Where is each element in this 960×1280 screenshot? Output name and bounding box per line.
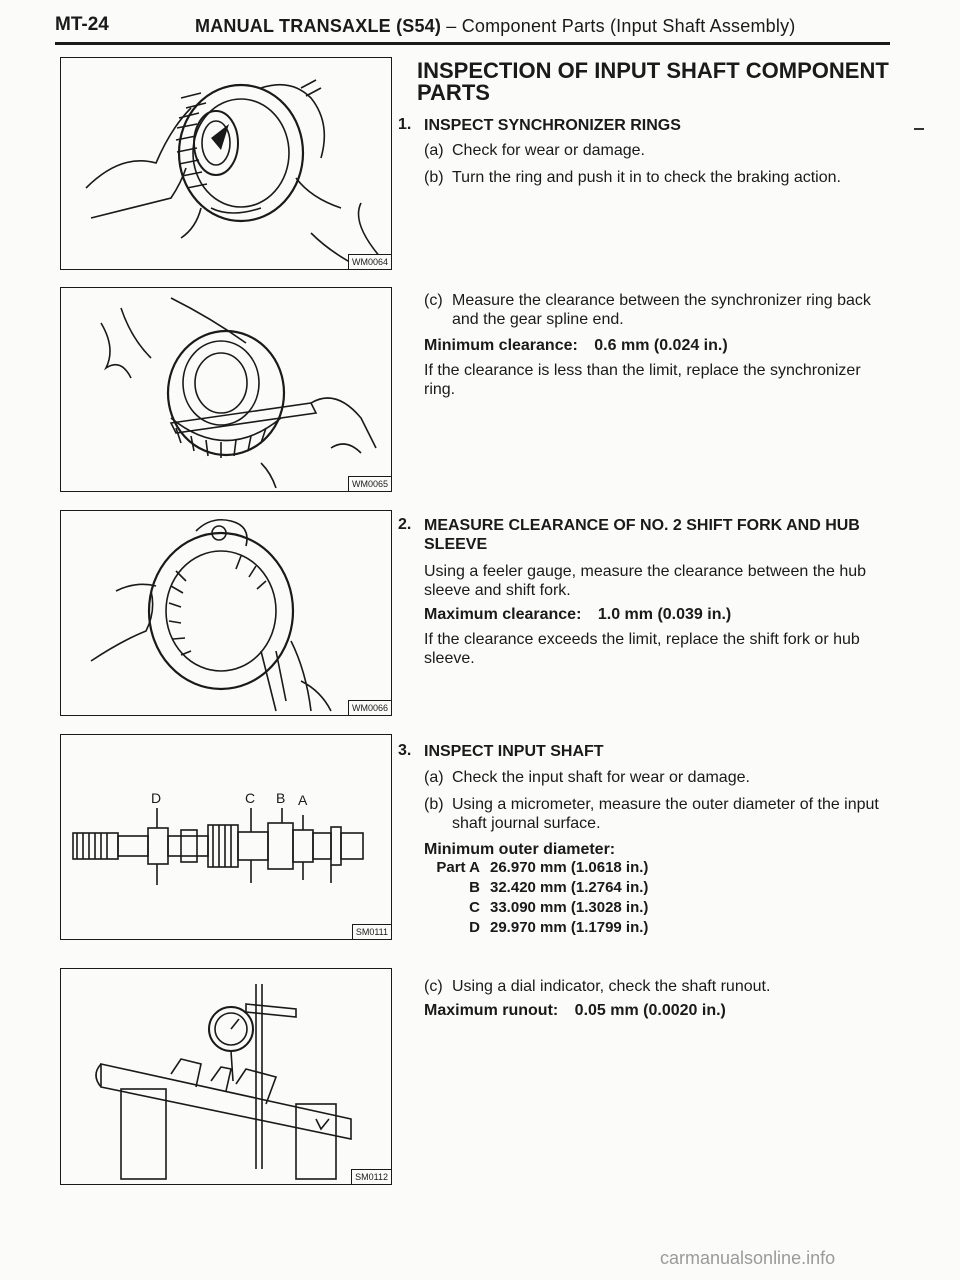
input-shaft-illustration	[61, 735, 391, 939]
spec-value: 0.6 mm (0.024 in.)	[594, 337, 728, 354]
figure-shaft-runout	[60, 968, 392, 1185]
step-note: If the clearance exceeds the limit, replace the shift fork or hub sleeve.	[424, 631, 860, 667]
step-body: Using a feeler gauge, measure the clearance between the hub sleeve and shift fork.	[424, 563, 867, 599]
step-title: INSPECT SYNCHRONIZER RINGS	[424, 117, 681, 134]
diameter-value: 29.970 mm (1.1799 in.)	[490, 919, 649, 936]
header-title-bold: MANUAL TRANSAXLE (S54)	[195, 16, 442, 36]
figure-synchronizer-clearance	[60, 287, 392, 492]
diameter-table	[424, 858, 648, 938]
section-heading: INSPECTION OF INPUT SHAFT COMPONENT PARTS	[417, 58, 889, 105]
item-label: (b)	[424, 796, 444, 813]
page-number: MT-24	[55, 14, 109, 35]
spec-label: Minimum outer diameter:	[424, 841, 616, 858]
spec-label: Minimum clearance:	[424, 337, 578, 354]
spec-label: Maximum clearance:	[424, 606, 582, 623]
header-rule	[55, 42, 890, 45]
header-title-rest: – Component Parts (Input Shaft Assembly)	[441, 16, 796, 36]
step-title: INSPECT INPUT SHAFT	[424, 743, 604, 760]
shift-fork-hub-illustration	[61, 511, 391, 715]
item-text: Measure the clearance between the synchronizer ring back and the gear spline end.	[452, 292, 871, 328]
diameter-part: D	[469, 919, 480, 936]
figure-input-shaft-journals	[60, 734, 392, 940]
step-number: 1.	[398, 116, 412, 133]
margin-mark	[914, 128, 924, 130]
runout-label: Maximum runout:	[424, 1002, 559, 1019]
feeler-gauge-gear-illustration	[61, 288, 391, 491]
figure-code: WM0066	[348, 700, 391, 715]
step-note: If the clearance is less than the limit, replace the synchronizer ring.	[424, 362, 861, 398]
figure-synchronizer-ring-braking	[60, 57, 392, 270]
journal-label-d: D	[151, 790, 162, 806]
diameter-row	[424, 878, 648, 898]
watermark: carmanualsonline.info	[660, 1248, 836, 1268]
figure-code: SM0112	[351, 1169, 391, 1184]
diameter-part: Part A	[436, 859, 480, 876]
dial-indicator-illustration	[61, 969, 391, 1184]
journal-label-c: C	[245, 790, 256, 806]
runout-spec-line	[424, 1001, 894, 1020]
diameter-value: 33.090 mm (1.3028 in.)	[490, 899, 649, 916]
diameter-row	[424, 898, 648, 918]
item-text: Check for wear or damage.	[452, 142, 645, 159]
header-title	[195, 16, 795, 37]
item-label: (b)	[424, 169, 444, 186]
figure-shift-fork-clearance	[60, 510, 392, 716]
spec-line	[424, 605, 894, 624]
journal-label-a: A	[298, 792, 308, 808]
step-number: 2.	[398, 516, 412, 533]
synchronizer-hands-illustration	[61, 58, 391, 269]
figure-code: WM0064	[348, 254, 391, 269]
runout-value: 0.05 mm (0.0020 in.)	[574, 1002, 726, 1019]
item-text: Using a micrometer, measure the outer diameter of the input shaft journal surface.	[452, 796, 879, 832]
item-label: (c)	[424, 292, 443, 309]
item-text: Using a dial indicator, check the shaft runout.	[452, 978, 771, 995]
diameter-value: 32.420 mm (1.2764 in.)	[490, 879, 649, 896]
item-label: (c)	[424, 978, 443, 995]
step-title: MEASURE CLEARANCE OF NO. 2 SHIFT FORK AND HUB SLEEVE	[424, 517, 860, 553]
diameter-row	[424, 858, 648, 878]
item-label: (a)	[424, 142, 444, 159]
diameter-row	[424, 918, 648, 938]
step-number: 3.	[398, 742, 412, 759]
diameter-part: C	[469, 899, 480, 916]
figure-code: SM0111	[352, 924, 391, 939]
figure-code: WM0065	[348, 476, 391, 491]
spec-value: 1.0 mm (0.039 in.)	[597, 606, 732, 623]
journal-label-b: B	[276, 790, 286, 806]
diameter-value: 26.970 mm (1.0618 in.)	[490, 859, 649, 876]
item-label: (a)	[424, 769, 444, 786]
item-text: Check the input shaft for wear or damage.	[452, 769, 750, 786]
diameter-part: B	[469, 879, 480, 896]
spec-line	[424, 336, 894, 355]
item-text: Turn the ring and push it in to check the braking action.	[452, 169, 841, 186]
